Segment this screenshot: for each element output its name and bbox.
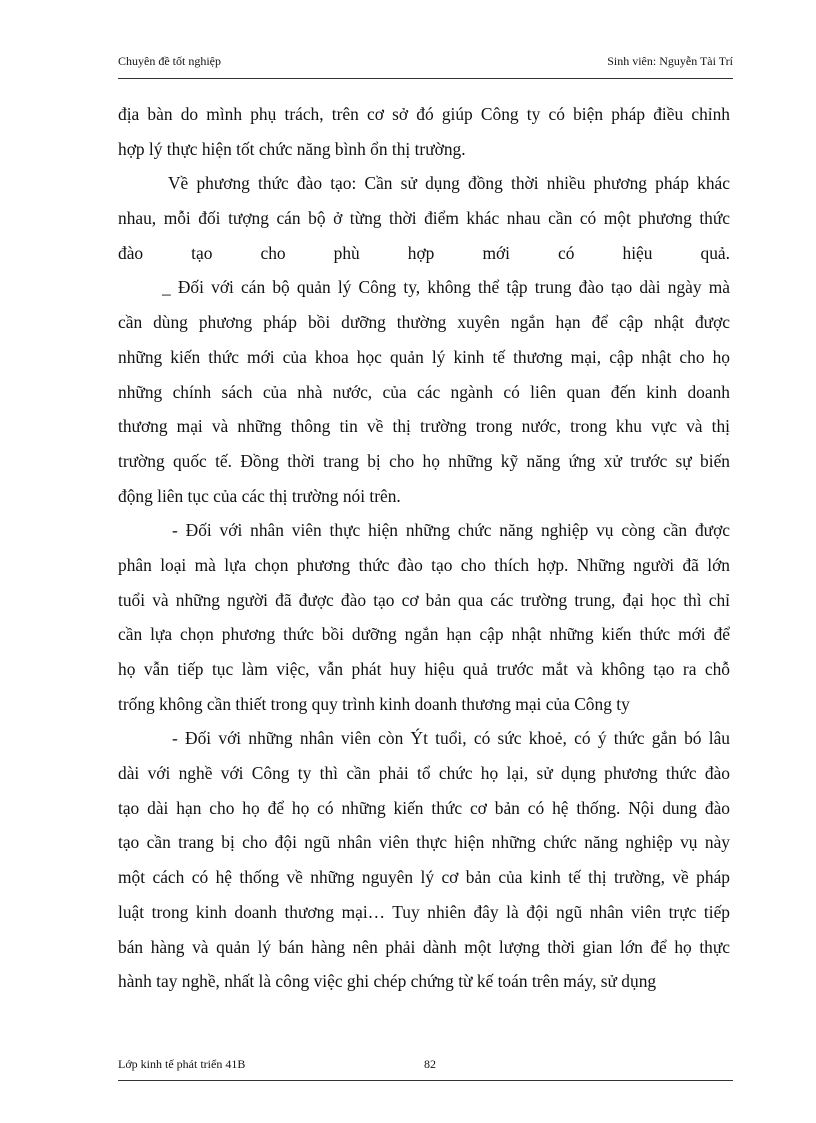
text-line: những kiến thức mới của khoa học quản lý kinh tế thương mại, cập nhật cho họ — [118, 346, 730, 367]
document-body — [118, 97, 730, 999]
header-student-name: Sinh viên: Nguyễn Tài Trí — [607, 54, 733, 68]
text-line: luật trong kinh doanh thương mại… Tuy nhiên đây là đội ngũ nhân viên trực tiếp — [118, 901, 730, 922]
text-line: họ vẫn tiếp tục làm việc, vẫn phát huy hiệu quả trước mắt và không tạo ra chỗ — [118, 659, 730, 679]
text-line: _ Đối với cán bộ quản lý Công ty, không thể tập trung đào tạo dài ngày mà — [162, 277, 730, 298]
text-line: thương mại và những thông tin về thị trường trong nước, trong khu vực và thị — [118, 416, 730, 437]
text-line: - Đối với nhân viên thực hiện những chức năng nghiệp vụ còng cần được — [172, 520, 730, 541]
text-line: cần lựa chọn phương thức bồi dưỡng ngắn hạn cập nhật những kiến thức mới để — [118, 624, 730, 645]
text-line: dài với nghề với Công ty thì cần phải tổ chức họ lại, sử dụng phương thức đào — [118, 763, 730, 784]
text-line: tạo dài hạn cho họ để họ có những kiến thức cơ bản có hệ thống. Nội dung đào — [118, 797, 730, 818]
text-line: hợp lý thực hiện tốt chức năng bình ổn thị trường. — [118, 138, 466, 159]
text-line: một cách có hệ thống về những nguyên lý cơ bản của kinh tế thị trường, về pháp — [118, 867, 730, 888]
text-line: tạo cần trang bị cho đội ngũ nhân viên thực hiện những chức năng nghiệp vụ này — [118, 832, 730, 853]
header-document-title: Chuyên đề tốt nghiệp — [118, 54, 221, 68]
text-line: địa bàn do mình phụ trách, trên cơ sở đó giúp Công ty có biện pháp điều chỉnh — [118, 104, 730, 124]
text-line: phân loại mà lựa chọn phương thức đào tạo cho thích hợp. Những người đã lớn — [118, 554, 730, 575]
text-line: - Đối với những nhân viên còn Ýt tuổi, có sức khoẻ, có ý thức gắn bó lâu — [172, 728, 730, 749]
footer-class-name: Lớp kinh tế phát triển 41B — [118, 1057, 246, 1071]
text-line: hành tay nghề, nhất là công việc ghi chép chứng từ kế toán trên máy, sử dụng — [118, 971, 657, 992]
text-line: bán hàng và quản lý bán hàng nên phải dành một lượng thời gian lớn để họ thực — [118, 936, 730, 957]
page-header — [118, 52, 733, 79]
text-line: cần dùng phương pháp bồi dưỡng thường xuyên ngắn hạn để cập nhật được — [118, 312, 730, 333]
page-number: 82 — [424, 1057, 436, 1071]
text-line: đào tạo cho phù hợp mới có hiệu quả. — [118, 242, 730, 263]
text-line: nhau, mỗi đối tượng cán bộ ở từng thời điểm khác nhau cần có một phương thức — [118, 208, 730, 229]
text-line: động liên tục của các thị trường nói trên. — [118, 485, 401, 506]
text-line: Về phương thức đào tạo: Cần sử dụng đồng thời nhiều phương pháp khác — [168, 173, 730, 194]
page-footer — [118, 1055, 733, 1081]
text-line: trường quốc tế. Đồng thời trang bị cho họ những kỹ năng ứng xử trước sự biến — [118, 450, 730, 471]
text-line: trống không cần thiết trong quy trình kinh doanh thương mại của Công ty — [118, 693, 630, 714]
text-line: tuổi và những người đã được đào tạo cơ bản qua các trường trung, đại học thì chỉ — [118, 589, 730, 610]
text-line: những chính sách của nhà nước, của các ngành có liên quan đến kinh doanh — [118, 381, 730, 402]
